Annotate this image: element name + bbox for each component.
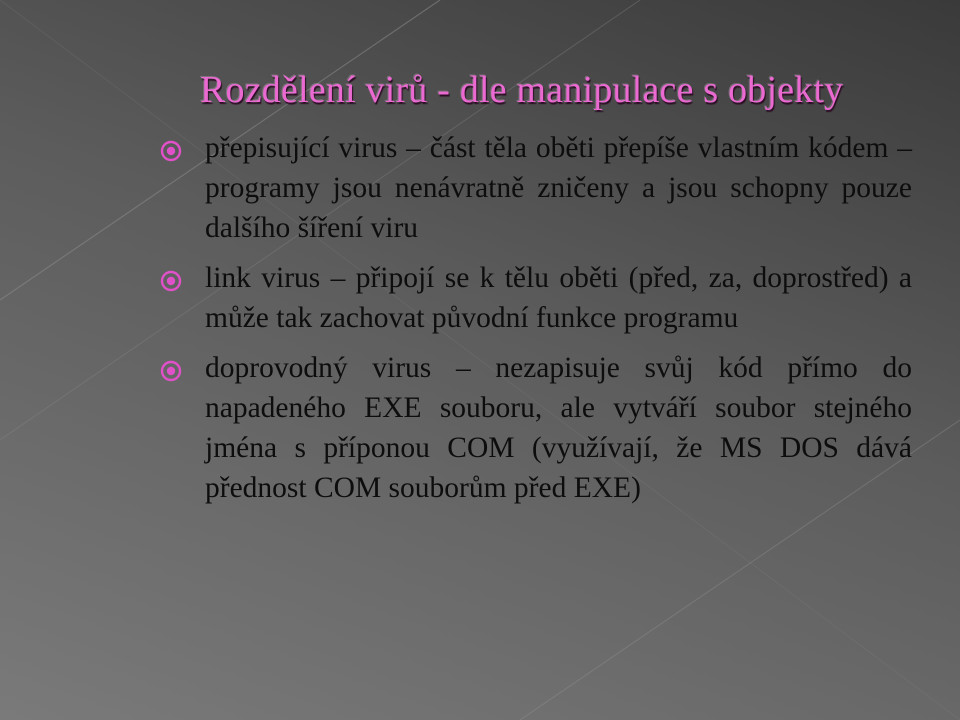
circle-dot-icon [160,270,182,292]
bullet-text: link virus – připojí se k tělu oběti (před, za, doprostřed) a může tak zachovat původní funkce programu [205,262,912,334]
list-item [160,348,912,508]
list-item [160,128,912,248]
circle-dot-icon [160,360,182,382]
bullet-list [160,128,912,518]
slide-title: Rozdělení virů - dle manipulace s objekty [200,69,844,111]
circle-dot-icon [160,140,182,162]
bullet-text: doprovodný virus – nezapisuje svůj kód přímo do napadeného EXE souboru, ale vytváří soubor stejného jména s příponou COM (využívají, že MS DOS dává přednost COM souborům před EXE) [205,352,912,504]
bullet-text: přepisující virus – část těla oběti přepíše vlastním kódem – programy jsou nenávratně zničeny a jsou schopny pouze dalšího šíření viru [205,132,912,244]
list-item [160,258,912,338]
